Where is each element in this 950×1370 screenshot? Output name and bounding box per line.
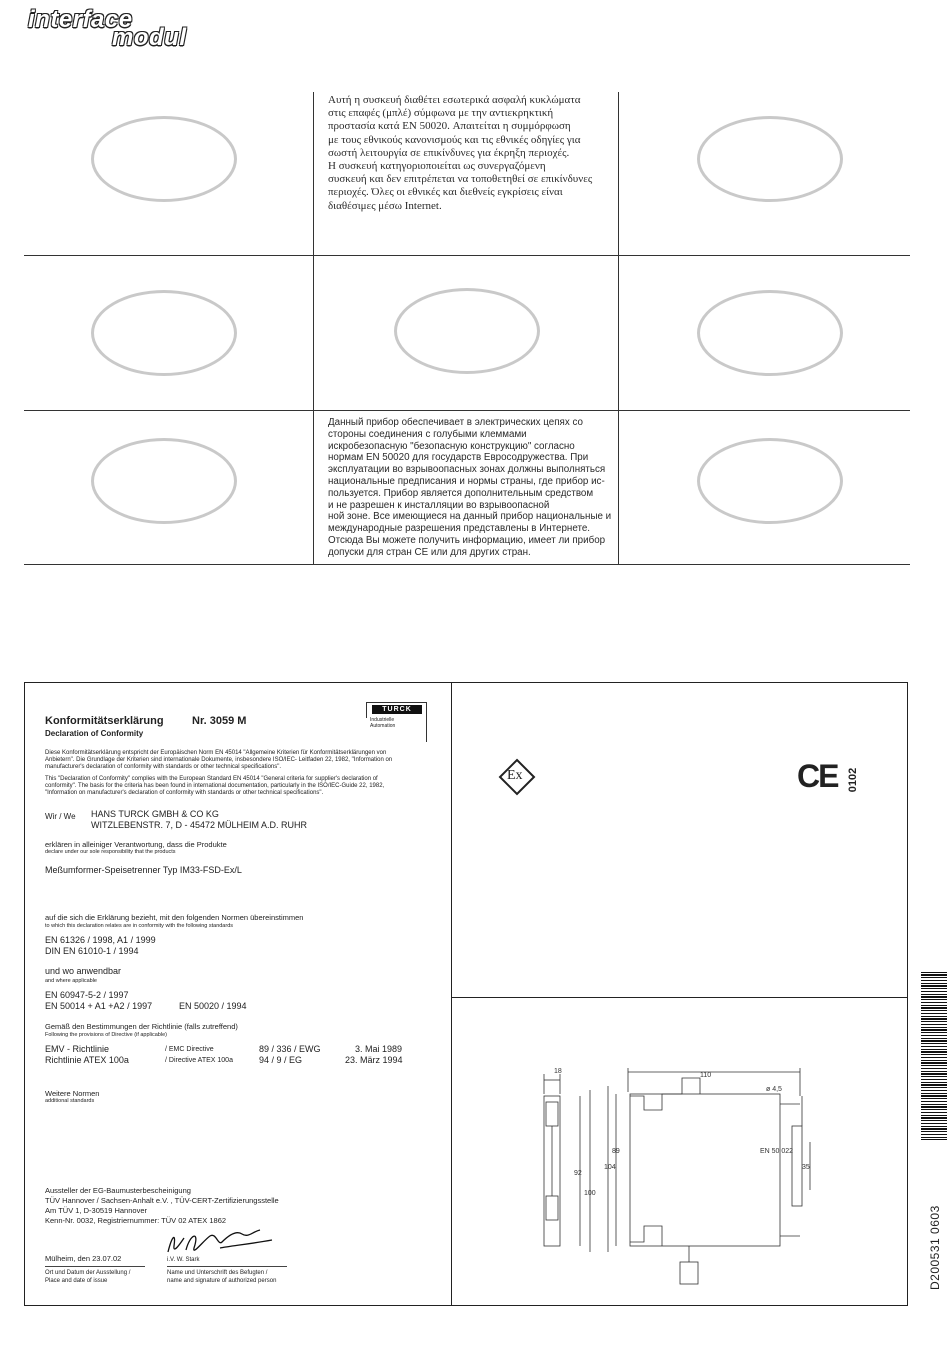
standard-en-50014: EN 50014 + A1 +A2 / 1997 [45,1001,153,1011]
responsibility-de: erklären in alleiniger Verantwortung, dass die Produkte [45,840,227,849]
product-type: Meßumformer-Speisetrenner Typ IM33-FSD-Ex/L [45,865,242,875]
placeholder-oval [91,438,237,524]
intro-english: This "Declaration of Conformity" complies with the European Standard EN 45014 "General criteria for supplier's declaration of conformity". The basis for the criteria has been found in international documentation, particularly in the ISO/IEC-Guide 22, 1982, "Information on manufacturer's declaration of conformity with standards or other technical specifications". [45,776,385,797]
further-standards-en: additional standards [45,1098,95,1104]
dim-hole-4-5: ø 4,5 [766,1086,782,1093]
signature-line [167,1266,287,1267]
turck-tagline: Industrielle Automation [370,717,396,729]
grid-divider [24,564,910,565]
signature-line [45,1266,145,1267]
placeholder-oval [91,290,237,376]
grid-divider [24,255,910,256]
ce-notified-body: 0102 [847,767,860,793]
where-applicable-de: und wo anwendbar [45,966,122,976]
grid-divider [24,410,910,411]
ce-label: CE [797,758,838,794]
dim-height-89: 89 [612,1148,620,1155]
place-label-de: Ort und Datum der Ausstellung / [45,1270,131,1276]
name-label-de: Name und Unterschrift des Befugten / [167,1270,268,1276]
intro-german: Diese Konformitätserklärung entspricht der Europäischen Norm EN 45014 "Allgemeine Kriterien für Konformitätserklärungen von Anbietern". Die Grundlage der Kriterien sind internationale Dokumente, insbesondere ISO/IEC- Leitfaden 22, 1982, "Information on manufacturer's declaration of conformity with standards or other technical specifications". [45,750,393,771]
dim-height-92: 92 [574,1170,582,1177]
placeholder-oval [697,116,843,202]
name-label-en: name and signature of authorized person [167,1278,277,1284]
place-date: Mülheim, den 23.07.02 [45,1254,122,1263]
placeholder-oval [394,288,540,374]
placeholder-oval [697,290,843,376]
further-standards-de: Weitere Normen [45,1089,100,1098]
dimension-drawing [540,1066,830,1296]
we-label: Wir / We [45,812,76,821]
standard-en-50020: EN 50020 / 1994 [179,1001,247,1011]
grid-divider [618,92,619,565]
russian-notice: Данный прибор обеспечивает в электрических цепях со стороны соединения с голубыми клеммами искробезопасную "безопасную конструкцию" согласно нормам EN 50020 для государств Евросодружества. При эксплуатации во взрывоопасных зонах должны выполняться национальные предписания и нормы страны, где прибор ис- пользуется. Прибор является дополнительным средством и не разрешен к инсталляции во взрывоопасной ной зоне. Все имеющиеся на данный прибор национальные и международные разрешения представлены в Интернете. Отсюда Вы можете получить информацию, имеет ли прибор допуски для стран CE или для других стран. [328,417,612,558]
declaration-number: Nr. 3059 M [192,715,247,727]
standard-en-60947: EN 60947-5-2 / 1997 [45,990,129,1000]
barcode [921,972,947,1140]
declaration-title: Konformitätserklärung [45,715,164,727]
signatory: i.V. W. Stark [167,1257,200,1263]
standards-intro-de: auf die sich die Erklärung bezieht, mit den folgenden Normen übereinstimmen [45,913,304,922]
logo-line2: modul [112,24,187,51]
dim-rail-35: 35 [802,1164,810,1171]
signature [160,1226,280,1260]
interface-modul-logo [24,6,214,51]
ex-label: Ex [507,768,523,783]
directive-intro-en: Following the provisions of Directive (if applicable) [45,1032,167,1038]
dim-height-100: 100 [584,1190,596,1197]
turck-logo: TURCK [372,705,422,714]
standard-din-en-61010: DIN EN 61010-1 / 1994 [45,946,139,956]
directive-intro-de: Gemäß den Bestimmungen der Richtlinie (falls zutreffend) [45,1022,238,1031]
ex-mark [498,758,536,796]
issuer-line2: Am TÜV 1, D-30519 Hannover [45,1206,147,1215]
company-address: WITZLEBENSTR. 7, D - 45472 MÜLHEIM A.D. RUHR [91,820,308,830]
frame-divider [451,682,452,1306]
logo-line1: interface [28,6,133,33]
place-label-en: Place and date of issue [45,1278,108,1284]
issuer-label: Aussteller der EG-Baumusterbescheinigung [45,1186,191,1195]
dim-depth-18: 18 [554,1068,562,1075]
where-applicable-en: and where applicable [45,978,97,984]
issuer-line1: TÜV Hannover / Sachsen-Anhalt e.V. , TÜV-CERT-Zertifizierungsstelle [45,1196,279,1205]
ce-mark [797,760,859,794]
placeholder-oval [91,116,237,202]
responsibility-en: declare under our sole responsibility that the products [45,849,176,855]
dim-height-104: 104 [604,1164,616,1171]
frame-divider [451,997,908,998]
declaration-subtitle: Declaration of Conformity [45,729,144,738]
standards-intro-en: to which this declaration relates are in conformity with the following standards [45,923,234,929]
company-name: HANS TURCK GMBH & CO KG [91,809,219,819]
greek-notice: Αυτή η συσκευή διαθέτει εσωτερικά ασφαλή κυκλώματα στις επαφές (μπλέ) σύμφωνα με την αντιεκρηκτική προστασία κατά EN 50020. Απαιτείται η συμμόρφωση με τους εθνικούς κανονισμούς και τις εθνικές οδηγίες για σωστή λειτουργία σε επικίνδυνες για έκρηξη περιοχές. Η συσκευή κατηγοριοποιείται ως συνεργαζόμενη συσκευή και δεν επιτρέπεται να τοποθετηθεί σε επικίνδυνες περιοχές. Όλες οι εθνικές και διεθνείς εγκρίσεις είναι διαθέσιμες μέσω Internet. [328,94,593,212]
rail-standard-label: EN 50 022 [760,1148,794,1155]
issuer-line3: Kenn-Nr. 0032, Registriernummer: TÜV 02 ATEX 1862 [45,1216,227,1225]
dim-width-110: 110 [700,1072,712,1079]
grid-divider [313,92,314,565]
standard-en-61326: EN 61326 / 1998, A1 / 1999 [45,935,156,945]
turck-badge [366,698,428,742]
placeholder-oval [697,438,843,524]
document-code: D200531 0603 [928,1205,942,1290]
